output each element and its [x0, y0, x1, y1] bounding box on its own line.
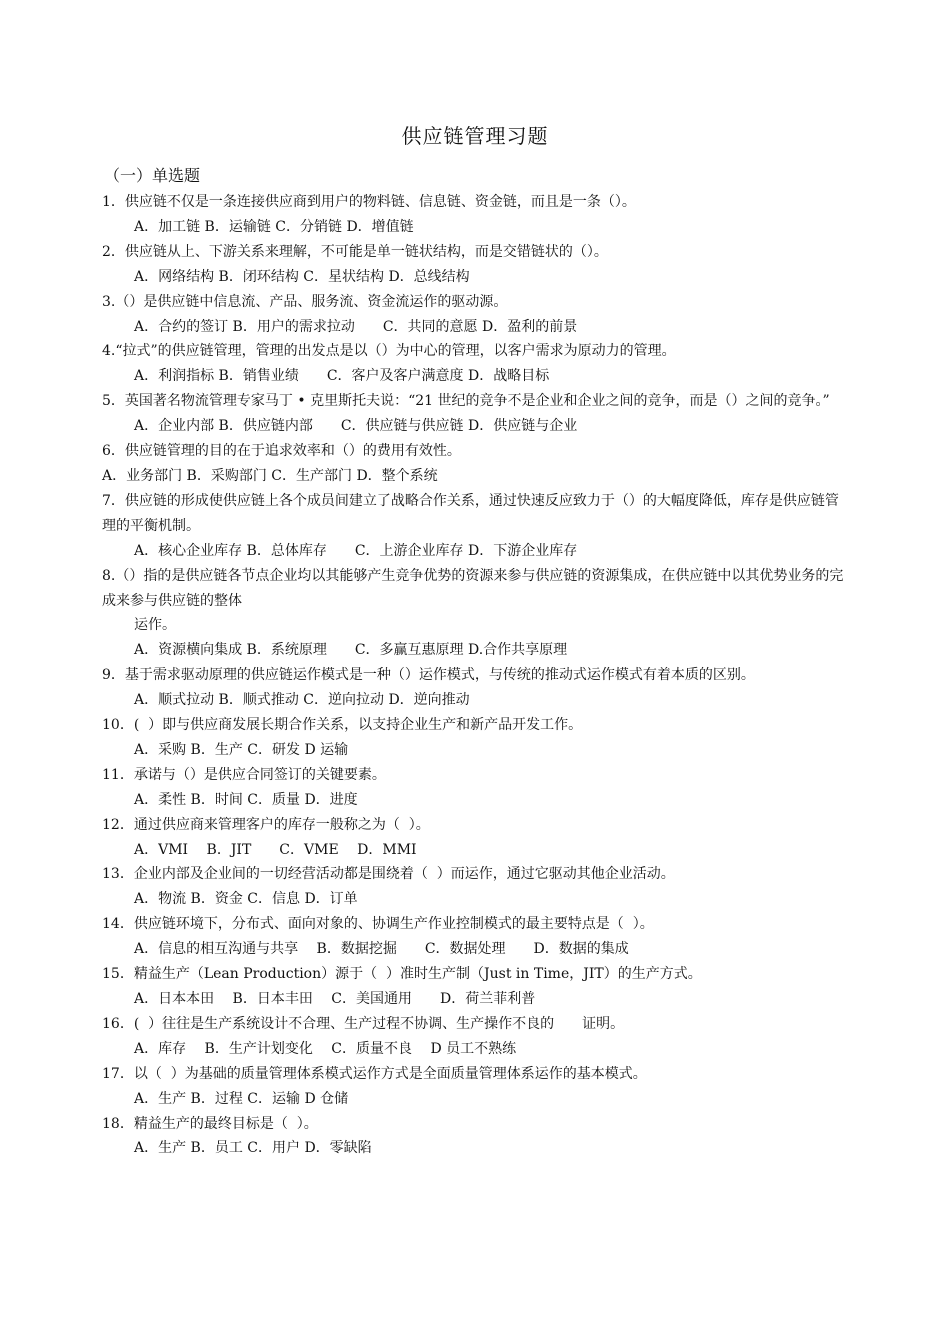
question-list: [102, 190, 850, 1161]
answer-options: A．顺式拉动 B．顺式推动 C．逆向拉动 D．逆向推动: [134, 692, 470, 709]
question-text: 6．供应链管理的目的在于追求效率和（）的费用有效性。: [102, 443, 461, 460]
answer-options: A．网络结构 B．闭环结构 C．星状结构 D．总线结构: [134, 268, 470, 285]
answer-options: A．加工链 B．运输链 C．分销链 D．增值链: [134, 218, 414, 235]
answer-options: A．日本本田 B．日本丰田 C．美国通用 D．荷兰菲利普: [134, 991, 536, 1007]
answer-options: A．资源横向集成 B．系统原理 C．多赢互惠原理 D.合作共享原理: [134, 642, 568, 659]
question-text: 8.（）指的是供应链各节点企业均以其能够产生竞争优势的资源来参与供应链的资源集成，在供应链中以其优势业务的完成来参与供应链的整体: [102, 567, 844, 609]
question-text: 4.“拉式”的供应链管理，管理的出发点是以（）为中心的管理，以客户需求为原动力的管理。: [102, 343, 676, 360]
answer-options: A．采购 B．生产 C．研发 D 运输: [134, 741, 349, 758]
question-text: 12．通过供应商来管理客户的库存一般称之为（ ）。: [102, 816, 430, 833]
answer-options: A．信息的相互沟通与共享 B．数据挖掘 C．数据处理 D．数据的集成: [134, 941, 629, 958]
answer-options: A．生产 B．员工 C．用户 D．零缺陷: [134, 1140, 372, 1157]
answer-options: A．生产 B．过程 C．运输 D 仓储: [134, 1090, 349, 1107]
answer-options: A．柔性 B．时间 C．质量 D．进度: [134, 791, 358, 808]
question-continuation: 运作。: [134, 617, 176, 634]
question-text: 5．英国著名物流管理专家马丁 • 克里斯托夫说：“21 世纪的竞争不是企业和企业之间的竞争，而是（）之间的竞争。”: [102, 393, 830, 410]
answer-options: A．库存 B．生产计划变化 C．质量不良 D 员工不熟练: [134, 1040, 517, 1057]
section-heading: （一）单选题: [104, 166, 201, 185]
question-text: 9．基于需求驱动原理的供应链运作模式是一种（）运作模式，与传统的推动式运作模式有着本质的区别。: [102, 667, 755, 684]
question-text: 1．供应链不仅是一条连接供应商到用户的物料链、信息链、资金链，而且是一条（）。: [102, 194, 636, 210]
document-title: 供应链管理习题: [401, 124, 549, 148]
question-text: 13．企业内部及企业间的一切经营活动都是围绕着（ ）而运作，通过它驱动其他企业活动。: [102, 866, 675, 883]
question-text: 10．( ）即与供应商发展长期合作关系，以支持企业生产和新产品开发工作。: [102, 717, 583, 734]
answer-options: A．合约的签订 B．用户的需求拉动 C．共同的意愿 D．盈利的前景: [134, 318, 578, 335]
answer-options: A．物流 B．资金 C．信息 D．订单: [134, 891, 358, 908]
question-text: 17．以（ ）为基础的质量管理体系模式运作方式是全面质量管理体系运作的基本模式。: [102, 1065, 647, 1082]
question-text: 3.（）是供应链中信息流、产品、服务流、资金流运作的驱动源。: [102, 293, 508, 310]
question-text: 18．精益生产的最终目标是（ ）。: [102, 1115, 318, 1132]
question-text: 2．供应链从上、下游关系来理解，不可能是单一链状结构，而是交错链状的（）。: [102, 243, 608, 260]
answer-options: A．利润指标 B．销售业绩 C．客户及客户满意度 D．战略目标: [134, 368, 550, 385]
answer-options: A．核心企业库存 B．总体库存 C．上游企业库存 D．下游企业库存: [134, 542, 578, 559]
question-text: 14．供应链环境下，分布式、面向对象的、协调生产作业控制模式的最主要特点是（ ）。: [102, 916, 654, 933]
answer-options: A．企业内部 B．供应链内部 C．供应链与供应链 D．供应链与企业: [134, 418, 578, 435]
question-text: 16．( ）往往是生产系统设计不合理、生产过程不协调、生产操作不良的 证明。: [102, 1015, 625, 1032]
question-text: 7．供应链的形成使供应链上各个成员间建立了战略合作关系，通过快速反应致力于（）的大幅度降低，库存是供应链管理的平衡机制。: [102, 492, 839, 534]
question-text: 11．承诺与（）是供应合同签订的关键要素。: [102, 766, 386, 783]
question-text: 15．精益生产（Lean Production）源于（ ）准时生产制（Just in Time，JIT）的生产方式。: [102, 966, 702, 983]
answer-options: A．业务部门 B．采购部门 C．生产部门 D．整个系统: [102, 467, 438, 484]
answer-options: A．VMI B．JIT C．VME D．MMI: [134, 841, 417, 858]
